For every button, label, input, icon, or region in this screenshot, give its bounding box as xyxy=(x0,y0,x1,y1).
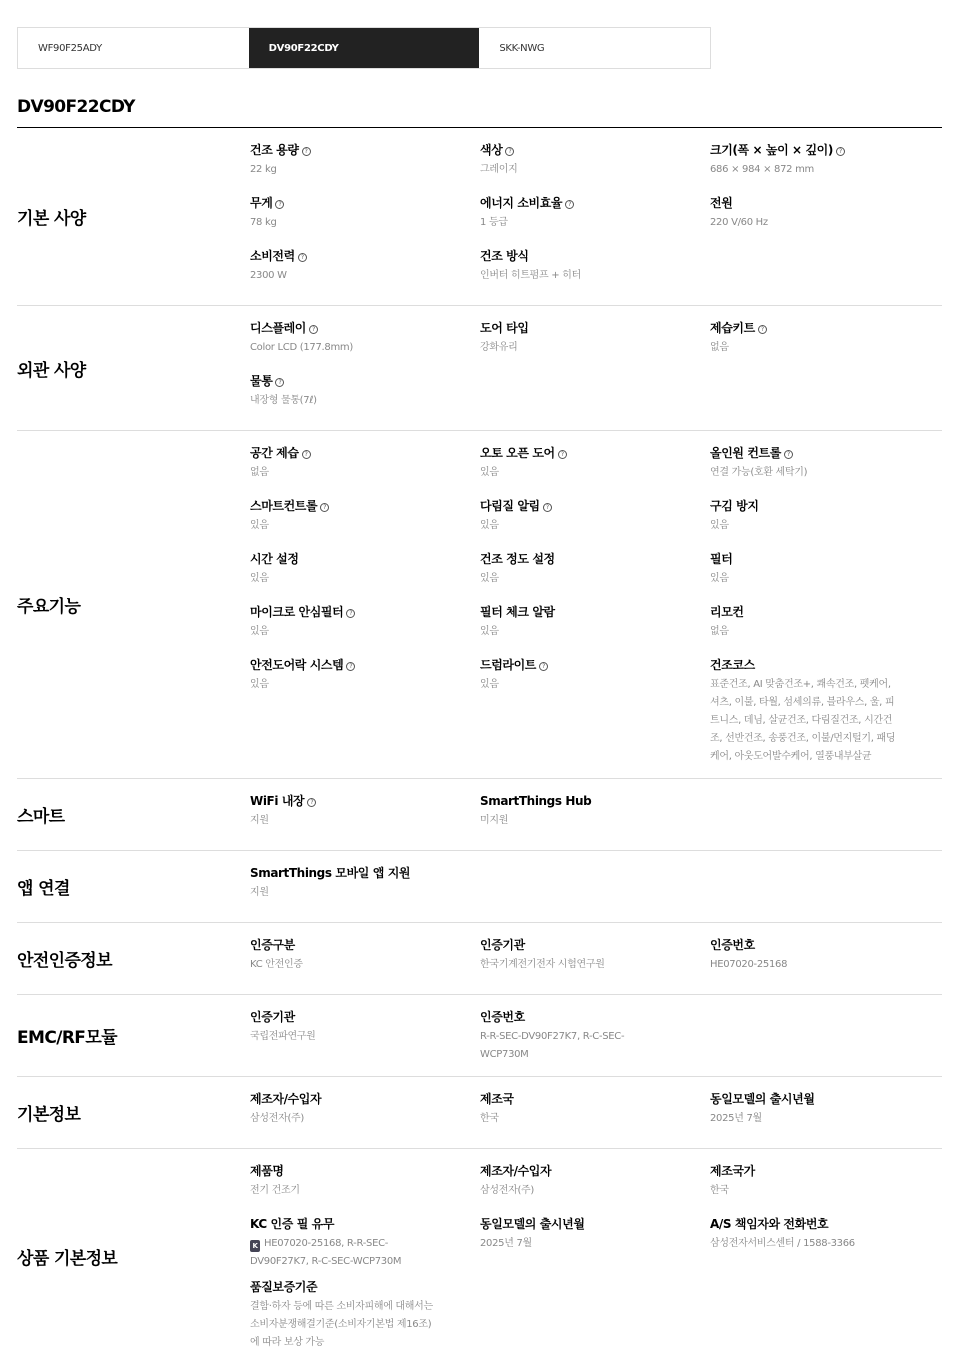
spec-label-text: 인증기관 xyxy=(480,938,525,952)
spec-value-text: 한국 xyxy=(710,1185,729,1196)
spec-item xyxy=(250,1215,480,1271)
spec-value xyxy=(250,339,440,357)
spec-label xyxy=(710,936,902,954)
spec-value xyxy=(250,214,440,232)
spec-item xyxy=(480,444,710,490)
model-title: DV90F22CDY xyxy=(17,97,135,117)
spec-value xyxy=(480,623,670,641)
spec-section xyxy=(17,779,942,851)
spec-label-text: 동일모델의 출시년월 xyxy=(710,1092,815,1106)
spec-item xyxy=(480,792,710,838)
spec-value-text: 2300 W xyxy=(250,270,287,281)
spec-value-text: 있음 xyxy=(480,626,499,637)
spec-label xyxy=(480,141,670,159)
spec-item xyxy=(710,319,942,365)
spec-value-text: 전기 건조기 xyxy=(250,1185,300,1196)
spec-item xyxy=(710,1162,942,1208)
spec-label xyxy=(250,372,440,390)
spec-label xyxy=(480,497,670,515)
spec-value xyxy=(480,214,670,232)
spec-label xyxy=(250,497,440,515)
spec-label xyxy=(710,1215,902,1233)
spec-item xyxy=(710,141,942,187)
spec-value-text: 결함·하자 등에 따른 소비자피해에 대해서는 소비자분쟁해결기준(소비자기본법 제16조)에 따라 보상 가능 xyxy=(250,1301,433,1348)
spec-label xyxy=(480,603,670,621)
spec-label-text: 구김 방지 xyxy=(710,499,759,513)
spec-value-text: 없음 xyxy=(710,342,729,353)
spec-label-text: 필터 체크 알람 xyxy=(480,605,555,619)
help-icon[interactable]: ? xyxy=(836,147,845,156)
spec-label xyxy=(250,1278,440,1296)
spec-grid xyxy=(250,431,942,778)
spec-label-text: 공간 제습 xyxy=(250,446,299,460)
spec-item xyxy=(250,444,480,490)
spec-value xyxy=(710,339,902,357)
spec-label-text: A/S 책임자와 전화번호 xyxy=(710,1217,829,1231)
spec-value-text: 있음 xyxy=(710,573,729,584)
spec-label-text: 안전도어락 시스템 xyxy=(250,658,344,672)
spec-value xyxy=(480,676,670,694)
spec-value xyxy=(710,623,902,641)
spec-item xyxy=(480,1090,710,1136)
spec-item xyxy=(710,497,942,543)
spec-label xyxy=(480,792,670,810)
spec-value-text: 있음 xyxy=(250,520,269,531)
spec-section xyxy=(17,128,942,306)
spec-value-text: 한국기계전기전자 시험연구원 xyxy=(480,959,605,970)
spec-value xyxy=(250,676,440,694)
spec-section xyxy=(17,1149,942,1350)
section-title: 안전인증정보 xyxy=(17,951,112,971)
help-icon[interactable]: ? xyxy=(565,200,574,209)
spec-label xyxy=(250,936,440,954)
spec-section xyxy=(17,851,942,923)
spec-label xyxy=(250,1008,440,1026)
spec-value xyxy=(710,1235,902,1253)
spec-label xyxy=(250,864,440,882)
spec-item xyxy=(480,319,710,365)
spec-label-text: 시간 설정 xyxy=(250,552,299,566)
spec-label xyxy=(480,936,670,954)
kc-mark-icon: K xyxy=(250,1240,260,1252)
spec-value xyxy=(250,570,440,588)
spec-label-text: 제품명 xyxy=(250,1164,284,1178)
spec-label xyxy=(250,656,440,674)
help-icon[interactable]: ? xyxy=(275,200,284,209)
spec-label xyxy=(710,656,902,674)
help-icon[interactable]: ? xyxy=(302,450,311,459)
spec-value-text: 지원 xyxy=(250,887,269,898)
spec-value xyxy=(480,570,670,588)
section-title: 기본정보 xyxy=(17,1105,81,1125)
spec-label xyxy=(250,1162,440,1180)
spec-value xyxy=(250,1110,440,1128)
spec-value-text: 686 × 984 × 872 mm xyxy=(710,164,814,175)
spec-label xyxy=(710,1162,902,1180)
spec-label xyxy=(710,319,902,337)
spec-value xyxy=(250,392,440,410)
spec-label-text: 도어 타입 xyxy=(480,321,529,335)
help-icon[interactable]: ? xyxy=(275,378,284,387)
spec-value-text: 있음 xyxy=(710,520,729,531)
spec-value xyxy=(480,1110,670,1128)
spec-value-text: 있음 xyxy=(480,467,499,478)
spec-label xyxy=(710,194,902,212)
spec-label xyxy=(250,141,440,159)
spec-item xyxy=(480,1162,710,1208)
spec-label xyxy=(480,1215,670,1233)
spec-item xyxy=(480,194,710,240)
spec-value-text: Color LCD (177.8mm) xyxy=(250,342,353,353)
spec-value xyxy=(480,1028,670,1064)
spec-item xyxy=(480,497,710,543)
spec-value xyxy=(250,1298,440,1350)
spec-value xyxy=(250,161,440,179)
spec-item xyxy=(250,936,480,982)
spec-value xyxy=(250,884,440,902)
tab-dv90f22cdy[interactable]: DV90F22CDY xyxy=(249,28,480,68)
spec-value-text: 있음 xyxy=(250,626,269,637)
spec-item xyxy=(250,194,480,240)
spec-label-text: 건조코스 xyxy=(710,658,755,672)
spec-label-text: 마이크로 안심필터 xyxy=(250,605,344,619)
spec-label xyxy=(250,194,440,212)
spec-label-text: 동일모델의 출시년월 xyxy=(480,1217,585,1231)
tab-skk-nwg[interactable]: SKK-NWG xyxy=(499,42,545,54)
spec-value xyxy=(250,812,440,830)
spec-value xyxy=(480,161,670,179)
spec-grid xyxy=(250,128,942,305)
spec-item xyxy=(710,550,942,596)
spec-label xyxy=(250,550,440,568)
spec-item xyxy=(250,372,480,418)
model-tabs xyxy=(17,27,711,69)
spec-label xyxy=(480,319,670,337)
spec-item xyxy=(710,603,942,649)
spec-value xyxy=(710,676,902,766)
spec-section xyxy=(17,923,942,995)
spec-label-text: 디스플레이 xyxy=(250,321,306,335)
spec-value xyxy=(250,623,440,641)
spec-grid xyxy=(250,851,942,922)
spec-value-text: 있음 xyxy=(250,573,269,584)
spec-value-text: R-R-SEC-DV90F27K7, R-C-SEC-WCP730M xyxy=(480,1031,625,1060)
spec-value xyxy=(480,464,670,482)
spec-label-text: 크기(폭 × 높이 × 깊이) xyxy=(710,143,833,157)
spec-label-text: 인증번호 xyxy=(480,1010,525,1024)
spec-value-text: 78 kg xyxy=(250,217,277,228)
spec-value xyxy=(480,339,670,357)
help-icon[interactable]: ? xyxy=(307,798,316,807)
spec-item xyxy=(480,1008,710,1064)
spec-label-text: 올인원 컨트롤 xyxy=(710,446,781,460)
spec-section xyxy=(17,1077,942,1149)
spec-label xyxy=(480,444,670,462)
spec-label xyxy=(250,247,440,265)
spec-label-text: 색상 xyxy=(480,143,503,157)
help-icon[interactable]: ? xyxy=(539,662,548,671)
section-title: 외관 사양 xyxy=(17,360,86,381)
section-title: EMC/RF모듈 xyxy=(17,1028,117,1048)
spec-value-text: 1 등급 xyxy=(480,217,508,228)
section-title: 주요기능 xyxy=(17,597,81,617)
spec-item xyxy=(250,247,480,293)
spec-label-text: 제습키트 xyxy=(710,321,755,335)
spec-value xyxy=(710,570,902,588)
spec-value-text: 없음 xyxy=(250,467,269,478)
spec-label xyxy=(710,550,902,568)
help-icon[interactable]: ? xyxy=(505,147,514,156)
spec-item xyxy=(480,936,710,982)
spec-grid xyxy=(250,1077,942,1148)
spec-value-text: 있음 xyxy=(480,520,499,531)
spec-value-text: 연결 가능(호환 세탁기) xyxy=(710,467,808,478)
section-title: 기본 사양 xyxy=(17,209,86,229)
spec-item xyxy=(710,444,942,490)
spec-label xyxy=(250,603,440,621)
spec-label-text: 물통 xyxy=(250,374,273,388)
spec-label-text: 건조 용량 xyxy=(250,143,299,157)
help-icon[interactable]: ? xyxy=(784,450,793,459)
spec-value xyxy=(250,464,440,482)
spec-label-text: 제조자/수입자 xyxy=(250,1092,322,1106)
spec-value xyxy=(250,517,440,535)
spec-grid xyxy=(250,779,942,850)
help-icon[interactable]: ? xyxy=(298,253,307,262)
help-icon[interactable]: ? xyxy=(543,503,552,512)
spec-label-text: SmartThings Hub xyxy=(480,794,592,808)
spec-value-text: 2025년 7월 xyxy=(710,1113,762,1124)
spec-label-text: 필터 xyxy=(710,552,733,566)
spec-value xyxy=(250,956,440,974)
spec-value xyxy=(710,464,902,482)
spec-value xyxy=(710,517,902,535)
spec-label-text: SmartThings 모바일 앱 지원 xyxy=(250,866,411,880)
section-title: 스마트 xyxy=(17,807,65,827)
spec-value xyxy=(480,517,670,535)
spec-value-text: 있음 xyxy=(480,573,499,584)
spec-label xyxy=(480,656,670,674)
spec-value-text: 그레이지 xyxy=(480,164,518,175)
spec-grid xyxy=(250,306,942,430)
spec-label-text: 제조자/수입자 xyxy=(480,1164,552,1178)
spec-label xyxy=(480,550,670,568)
spec-label-text: 인증기관 xyxy=(250,1010,295,1024)
spec-item xyxy=(250,550,480,596)
spec-item xyxy=(480,550,710,596)
spec-value xyxy=(250,1235,440,1271)
spec-value xyxy=(710,161,902,179)
spec-value xyxy=(710,214,902,232)
spec-value xyxy=(710,956,902,974)
spec-item xyxy=(710,656,942,766)
spec-label-text: 다림질 알림 xyxy=(480,499,540,513)
spec-label xyxy=(250,792,440,810)
spec-item xyxy=(250,1090,480,1136)
spec-value-text: 없음 xyxy=(710,626,729,637)
spec-label xyxy=(480,1008,670,1026)
spec-label xyxy=(480,194,670,212)
spec-label-text: 인증번호 xyxy=(710,938,755,952)
spec-label xyxy=(710,141,902,159)
help-icon[interactable]: ? xyxy=(309,325,318,334)
spec-item xyxy=(250,141,480,187)
spec-label-text: 스마트컨트롤 xyxy=(250,499,318,513)
help-icon[interactable]: ? xyxy=(758,325,767,334)
spec-label-text: WiFi 내장 xyxy=(250,794,305,808)
spec-value-text: KC 안전인증 xyxy=(250,959,303,970)
tab-wf90f25ady[interactable]: WF90F25ADY xyxy=(38,42,102,54)
spec-label-text: 건조 정도 설정 xyxy=(480,552,555,566)
spec-value xyxy=(480,1235,670,1253)
section-title: 앱 연결 xyxy=(17,879,70,899)
spec-item xyxy=(250,319,480,365)
spec-label-text: 건조 방식 xyxy=(480,249,529,263)
spec-grid xyxy=(250,923,942,994)
spec-item xyxy=(480,141,710,187)
spec-item xyxy=(250,1008,480,1064)
section-title: 상품 기본정보 xyxy=(17,1249,118,1269)
spec-label xyxy=(480,1090,670,1108)
spec-item xyxy=(250,656,480,766)
spec-item xyxy=(710,1215,942,1271)
spec-value-text: 한국 xyxy=(480,1113,499,1124)
spec-value-text: 있음 xyxy=(250,679,269,690)
spec-label xyxy=(710,444,902,462)
spec-label-text: 인증구분 xyxy=(250,938,295,952)
help-icon[interactable]: ? xyxy=(346,609,355,618)
help-icon[interactable]: ? xyxy=(558,450,567,459)
spec-value-text: 국립전파연구원 xyxy=(250,1031,316,1042)
spec-label xyxy=(710,603,902,621)
spec-item xyxy=(710,194,942,240)
spec-value xyxy=(710,1110,902,1128)
spec-grid xyxy=(250,1149,942,1350)
spec-item xyxy=(480,247,710,293)
spec-table xyxy=(17,128,942,1350)
spec-label-text: 오토 오픈 도어 xyxy=(480,446,555,460)
spec-label xyxy=(710,1090,902,1108)
spec-value-text: 내장형 물통(7ℓ) xyxy=(250,395,317,406)
spec-item xyxy=(250,1278,480,1350)
spec-section xyxy=(17,306,942,431)
spec-value-text: 있음 xyxy=(480,679,499,690)
spec-value-text: 2025년 7월 xyxy=(480,1238,532,1249)
spec-value-text: 삼성전자(주) xyxy=(250,1113,305,1124)
spec-label-text: 드럼라이트 xyxy=(480,658,536,672)
spec-item xyxy=(710,1090,942,1136)
spec-item xyxy=(480,1215,710,1271)
spec-item xyxy=(250,603,480,649)
spec-label-text: 무게 xyxy=(250,196,273,210)
spec-value xyxy=(480,956,670,974)
spec-item xyxy=(250,1162,480,1208)
spec-value-text: 삼성전자(주) xyxy=(480,1185,535,1196)
spec-label xyxy=(250,444,440,462)
spec-value xyxy=(480,267,670,285)
spec-value-text: 22 kg xyxy=(250,164,277,175)
spec-value-text: HE07020-25168, R-R-SEC-DV90F27K7, R-C-SEC-WCP730M xyxy=(250,1238,402,1267)
spec-item xyxy=(480,603,710,649)
spec-value-text: 표준건조, AI 맞춤건조+, 쾌속건조, 펫케어, 셔츠, 이불, 타월, 섬세의류, 블라우스, 울, 피트니스, 데님, 살균건조, 다림질건조, 시간건조, 선반건조, 송풍건조, 이불/먼지털기, 패딩케어, 아웃도어발수케어, 열풍내부살균 xyxy=(710,679,896,762)
spec-label xyxy=(250,319,440,337)
spec-label xyxy=(250,1215,440,1233)
spec-value xyxy=(480,1182,670,1200)
spec-item xyxy=(250,864,480,910)
spec-label-text: 소비전력 xyxy=(250,249,295,263)
spec-value-text: 220 V/60 Hz xyxy=(710,217,768,228)
spec-value xyxy=(250,1182,440,1200)
spec-section xyxy=(17,431,942,779)
spec-label xyxy=(480,1162,670,1180)
spec-value xyxy=(480,812,670,830)
spec-label-text: KC 인증 필 유무 xyxy=(250,1217,335,1231)
spec-value-text: HE07020-25168 xyxy=(710,959,788,970)
spec-section xyxy=(17,995,942,1077)
spec-item xyxy=(480,656,710,766)
spec-grid xyxy=(250,995,942,1076)
spec-label-text: 품질보증기준 xyxy=(250,1280,318,1294)
spec-item xyxy=(250,497,480,543)
spec-label-text: 제조국 xyxy=(480,1092,514,1106)
help-icon[interactable]: ? xyxy=(320,503,329,512)
help-icon[interactable]: ? xyxy=(346,662,355,671)
spec-label xyxy=(710,497,902,515)
spec-value-text: 미지원 xyxy=(480,815,509,826)
spec-item xyxy=(710,936,942,982)
spec-label-text: 리모컨 xyxy=(710,605,744,619)
spec-value xyxy=(250,267,440,285)
spec-label xyxy=(480,247,670,265)
spec-label xyxy=(250,1090,440,1108)
help-icon[interactable]: ? xyxy=(302,147,311,156)
spec-value xyxy=(250,1028,440,1046)
spec-value-text: 삼성전자서비스센터 / 1588-3366 xyxy=(710,1238,855,1249)
spec-value xyxy=(710,1182,902,1200)
spec-label-text: 에너지 소비효율 xyxy=(480,196,563,210)
spec-value-text: 인버터 히트펌프 + 히터 xyxy=(480,270,581,281)
spec-item xyxy=(250,792,480,838)
spec-value-text: 지원 xyxy=(250,815,269,826)
spec-value-text: 강화유리 xyxy=(480,342,518,353)
spec-label-text: 전원 xyxy=(710,196,733,210)
spec-label-text: 제조국가 xyxy=(710,1164,755,1178)
